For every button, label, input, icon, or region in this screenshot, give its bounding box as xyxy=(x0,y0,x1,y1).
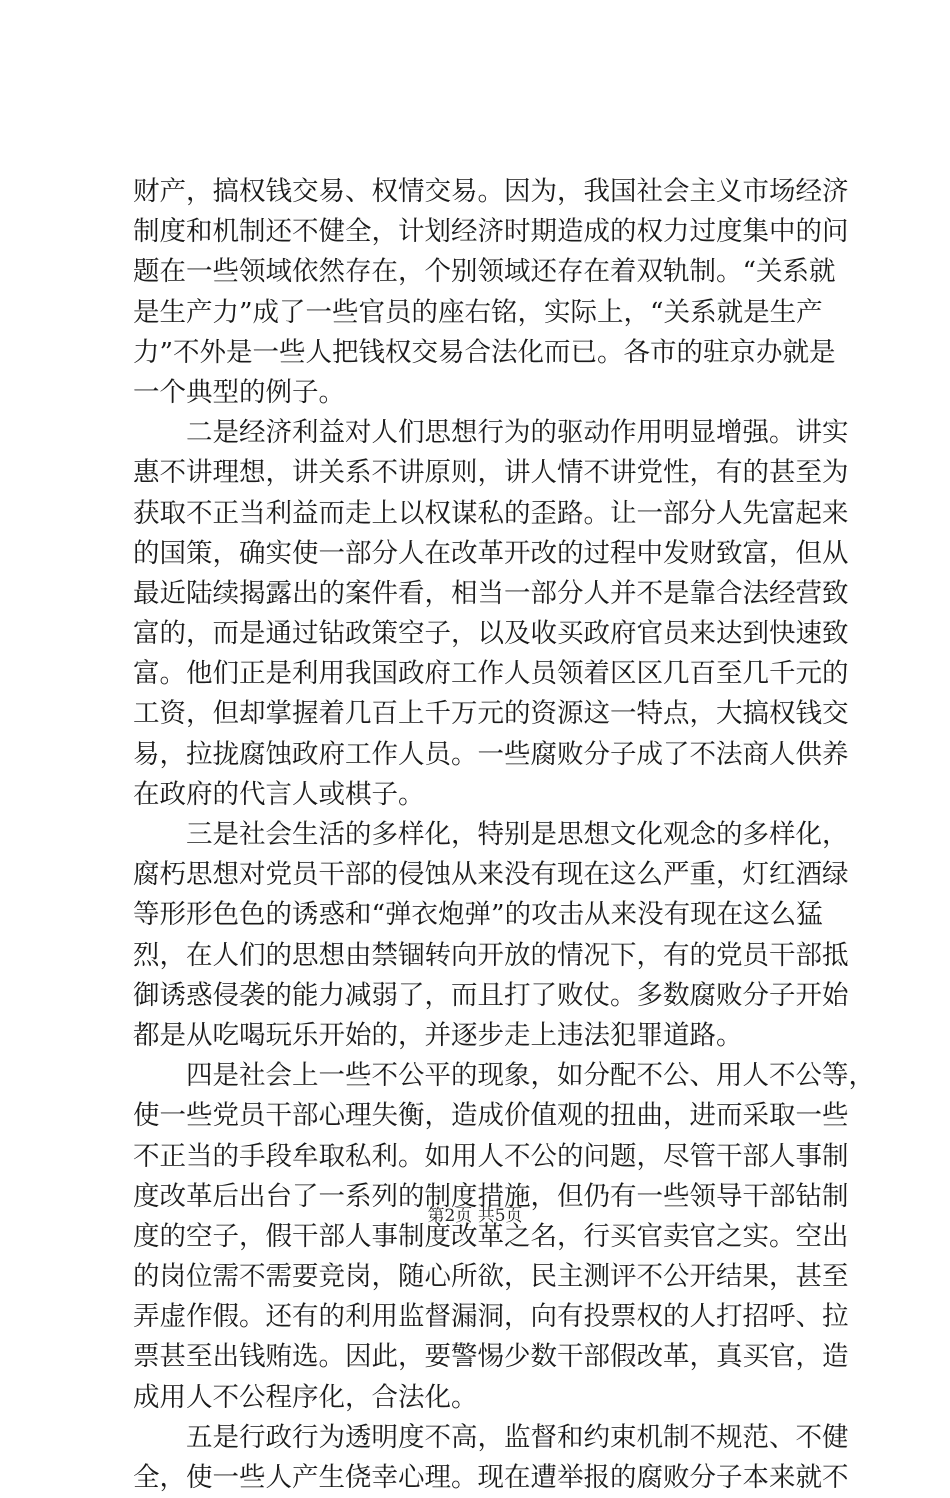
page-number-label: 第2页 共5页 xyxy=(427,1206,523,1226)
text-line: 二是经济利益对人们思想行为的驱动作用明显增强。讲实 xyxy=(133,417,849,449)
text-line: 票甚至出钱贿选。因此，要警惕少数干部假改革，真买官，造 xyxy=(133,1341,849,1373)
text-line: 题在一些领域依然存在，个别领域还存在着双轨制。“关系就 xyxy=(133,256,836,288)
text-line: 使一些党员干部心理失衡，造成价值观的扭曲，进而采取一些 xyxy=(133,1100,849,1132)
text-line: 三是社会生活的多样化，特别是思想文化观念的多样化， xyxy=(133,819,849,850)
text-line: 都是从吃喝玩乐开始的，并逐步走上违法犯罪道路。 xyxy=(133,1019,743,1051)
text-line: 工资，但却掌握着几百上千万元的资源这一特点，大搞权钱交 xyxy=(133,698,849,730)
text-line: 的国策，确实使一部分人在改革开改的过程中发财致富，但从 xyxy=(133,537,849,569)
text-line: 全，使一些人产生侥幸心理。现在遭举报的腐败分子本来就不 xyxy=(133,1462,849,1493)
page-footer xyxy=(0,1204,950,1228)
text-line: 一个典型的例子。 xyxy=(133,376,345,408)
text-line: 四是社会上一些不公平的现象，如分配不公、用人不公等， xyxy=(133,1060,875,1092)
text-line: 在政府的代言人或棋子。 xyxy=(133,778,425,810)
text-line: 易，拉拢腐蚀政府工作人员。一些腐败分子成了不法商人供养 xyxy=(133,738,849,770)
body-text xyxy=(133,172,875,1498)
text-line: 五是行政行为透明度不高，监督和约束机制不规范、不健 xyxy=(133,1421,849,1453)
text-line: 获取不正当利益而走上以权谋私的歪路。让一部分人先富起来 xyxy=(133,497,849,529)
text-line: 力”不外是一些人把钱权交易合法化而已。各市的驻京办就是 xyxy=(133,336,836,368)
text-line: 最近陆续揭露出的案件看，相当一部分人并不是靠合法经营致 xyxy=(133,577,849,609)
text-line: 腐朽思想对党员干部的侵蚀从来没有现在这么严重，灯红酒绿 xyxy=(133,859,849,891)
text-line: 富。他们正是利用我国政府工作人员领着区区几百至几千元的 xyxy=(133,658,849,690)
text-line: 财产，搞权钱交易、权情交易。因为，我国社会主义市场经济 xyxy=(133,176,849,207)
text-line: 制度和机制还不健全，计划经济时期造成的权力过度集中的问 xyxy=(133,216,849,248)
text-line: 的岗位需不需要竞岗，随心所欲，民主测评不公开结果，甚至 xyxy=(133,1261,849,1293)
text-line: 度的空子，假干部人事制度改革之名，行买官卖官之实。空出 xyxy=(133,1220,849,1252)
text-line: 不正当的手段牟取私利。如用人不公的问题，尽管干部人事制 xyxy=(133,1140,849,1172)
text-line: 富的，而是通过钻政策空子，以及收买政府官员来达到快速致 xyxy=(133,618,849,650)
text-line: 度改革后出台了一系列的制度措施，但仍有一些领导干部钻制 xyxy=(133,1180,849,1212)
text-line: 惠不讲理想，讲关系不讲原则，讲人情不讲党性，有的甚至为 xyxy=(133,457,849,489)
text-line: 是生产力”成了一些官员的座右铭，实际上，“关系就是生产 xyxy=(133,296,823,328)
text-line: 成用人不公程序化，合法化。 xyxy=(133,1381,478,1413)
text-line: 御诱惑侵袭的能力减弱了，而且打了败仗。多数腐败分子开始 xyxy=(133,979,849,1011)
text-line: 等形形色色的诱惑和“弹衣炮弹”的攻击从来没有现在这么猛 xyxy=(133,899,823,931)
text-line: 烈，在人们的思想由禁锢转向开放的情况下，有的党员干部抵 xyxy=(133,939,849,971)
text-line: 弄虚作假。还有的利用监督漏洞，向有投票权的人打招呼、拉 xyxy=(133,1301,849,1333)
